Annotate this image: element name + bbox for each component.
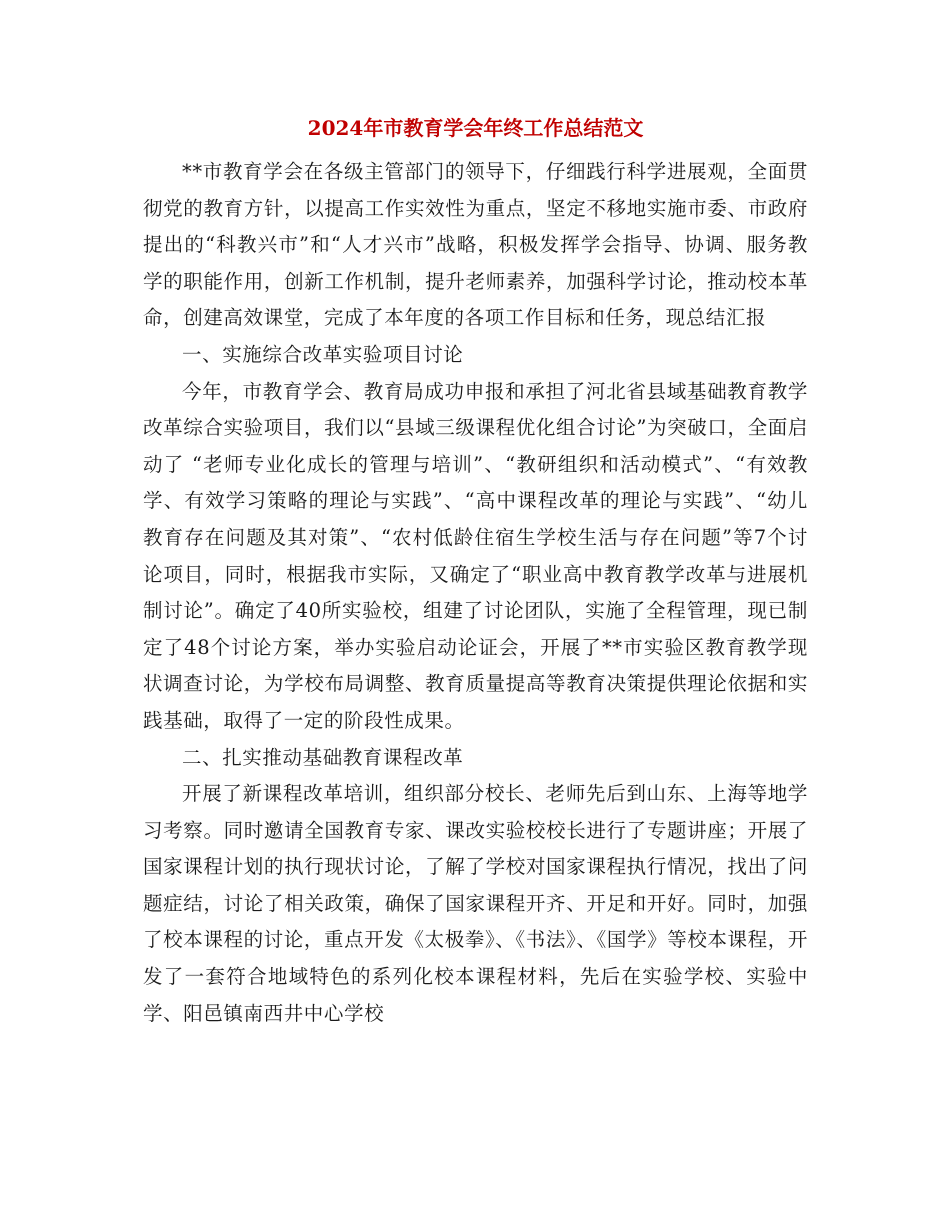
paragraph-intro: **市教育学会在各级主管部门的领导下，仔细践行科学进展观，全面贯彻党的教育方针，以提高工作实效性为重点，坚定不移地实施市委、市政府提出的“科教兴市”和“人才兴市”战略，积极发挥学会指导、协调、服务教学的职能作用，创新工作机制，提升老师素养，加强科学讨论，推动校本革命，创建高效课堂，完成了本年度的各项工作目标和任务，现总结汇报 — [143, 160, 808, 330]
paragraph-section-1: 今年，市教育学会、教育局成功申报和承担了河北省县域基础教育教学改革综合实验项目，我们以“县域三级课程优化组合讨论”为突破口，全面启动了 “老师专业化成长的管理与培训”、“教研组织和活动模式”、“有效教学、有效学习策略的理论与实践”、“高中课程改革的理论与实践”、“幼儿教育存在问题及其对策”、“农村低龄住宿生学校生活与存在问题”等7个讨论项目，同时，根据我市实际，又确定了“职业高中教育教学改革与进展机制讨论”。确定了40所实验校，组建了讨论团队，实施了全程管理，现已制定了48个讨论方案，举办实验启动论证会，开展了**市实验区教育教学现状调查讨论，为学校布局调整、教育质量提高等教育决策提供理论依据和实践基础，取得了一定的阶段性成果。 — [143, 379, 808, 732]
document-title: 2024年市教育学会年终工作总结范文 — [307, 116, 644, 140]
document-body — [143, 154, 808, 1032]
section-heading-2: 二、扎实推动基础教育课程改革 — [182, 745, 464, 769]
paragraph-section-2: 开展了新课程改革培训，组织部分校长、老师先后到山东、上海等地学习考察。同时邀请全国教育专家、课改实验校校长进行了专题讲座；开展了国家课程计划的执行现状讨论，了解了学校对国家课程执行情况，找出了问题症结，讨论了相关政策，确保了国家课程开齐、开足和开好。同时，加强了校本课程的讨论，重点开发《太极拳》、《书法》、《国学》等校本课程，开发了一套符合地域特色的系列化校本课程材料，先后在实验学校、实验中学、阳邑镇南西井中心学校 — [143, 782, 808, 1025]
section-heading-1: 一、实施综合改革实验项目讨论 — [182, 342, 464, 366]
